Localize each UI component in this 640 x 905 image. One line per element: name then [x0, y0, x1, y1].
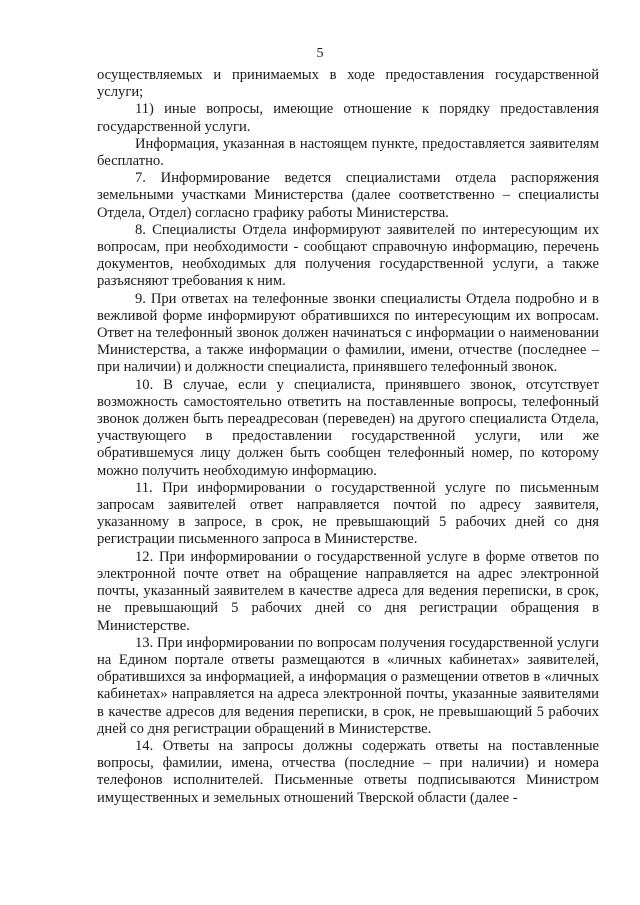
page-number: 5 [316, 46, 324, 61]
document-body [97, 67, 599, 807]
paragraph: Информация, указанная в настоящем пункте, предоставляется заявителям бесплатно. [97, 135, 599, 170]
paragraph: 12. При информировании о государственной услуге в форме ответов по электронной почте ответ на обращение направляется на адрес электронной почты, указанный заявителем в качестве адреса для ведения переписки, в срок, не превышающий 5 рабочих дней со дня регистрации обращения в Министерстве. [97, 548, 599, 634]
paragraph: 14. Ответы на запросы должны содержать ответы на поставленные вопросы, фамилии, имена, отчества (последние – при наличии) и номера телефонов исполнителей. Письменные ответы подписываются Министром имущественных и земельных отношений Тверской области (далее - [97, 737, 599, 806]
paragraph: 10. В случае, если у специалиста, принявшего звонок, отсутствует возможность самостоятельно ответить на поставленные вопросы, телефонный звонок должен быть переадресован (переведен) на другого специалиста Отдела, участвующего в предоставлении государственной услуги, или же обратившемуся лицу должен быть сообщен телефонный номер, по которому можно получить необходимую информацию. [97, 376, 599, 479]
paragraph: 7. Информирование ведется специалистами отдела распоряжения земельными участками Министерства (далее соответственно – специалисты Отдела, Отдел) согласно графику работы Министерства. [97, 170, 599, 221]
paragraph: осуществляемых и принимаемых в ходе предоставления государственной услуги; [97, 67, 599, 101]
paragraph: 11) иные вопросы, имеющие отношение к порядку предоставления государственной услуги. [97, 101, 599, 135]
paragraph: 9. При ответах на телефонные звонки специалисты Отдела подробно и в вежливой форме информируют обратившихся по интересующим их вопросам. Ответ на телефонный звонок должен начинаться с информации о наименовании Министерства, а также информации о фамилии, имени, отчестве (последнее – при наличии) и должности специалиста, принявшего телефонный звонок. [97, 290, 599, 376]
paragraph: 8. Специалисты Отдела информируют заявителей по интересующим их вопросам, при необходимости - сообщают справочную информацию, перечень документов, необходимых для получения государственной услуги, а также разъясняют требования к ним. [97, 221, 599, 290]
paragraph: 11. При информировании о государственной услуге по письменным запросам заявителей ответ направляется почтой по адресу заявителя, указанному в запросе, в срок, не превышающий 5 рабочих дней со дня регистрации письменного запроса в Министерстве. [97, 479, 599, 548]
paragraph: 13. При информировании по вопросам получения государственной услуги на Едином портале ответы размещаются в «личных кабинетах» заявителей, обратившихся за информацией, а информация о размещении ответов в «личных кабинетах» направляется на адреса электронной почты, указанные заявителями в качестве адресов для ведения переписки, в срок, не превышающий 5 рабочих дней со дня регистрации обращений в Министерстве. [97, 634, 599, 737]
